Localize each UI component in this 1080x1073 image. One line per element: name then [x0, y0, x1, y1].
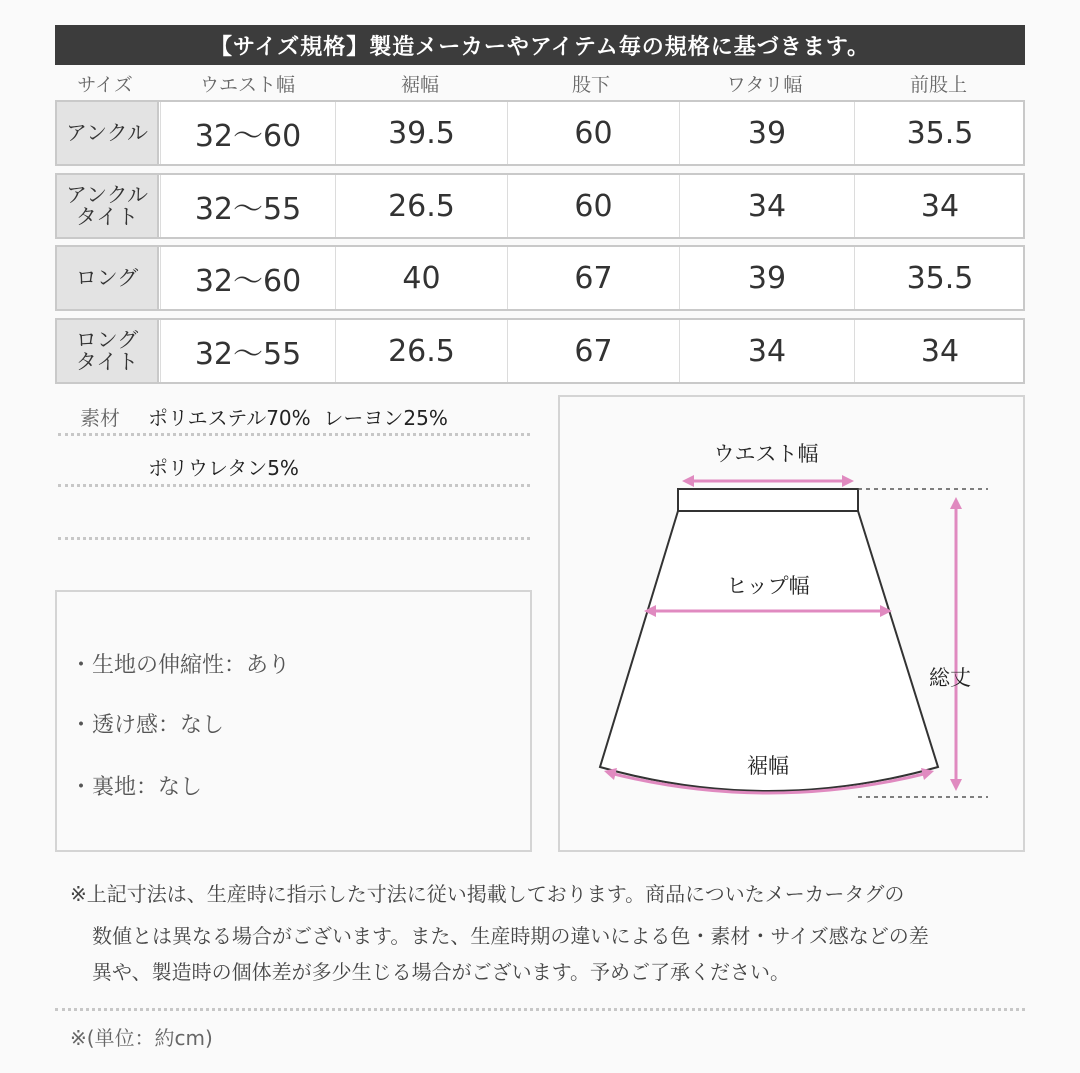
feature-transparency: ・透け感：なし — [70, 713, 225, 738]
cell-thigh: 39 — [679, 247, 854, 309]
cell-waist: 32〜55 — [160, 320, 335, 382]
cell-waist: 32〜60 — [160, 102, 335, 164]
cell-hem: 40 — [335, 247, 507, 309]
table-row — [55, 318, 1025, 384]
table-row — [55, 173, 1025, 239]
table-row — [55, 100, 1025, 166]
cell-inseam: 60 — [507, 175, 679, 237]
page-title: 【サイズ規格】製造メーカーやアイテム毎の規格に基づきます。 — [55, 25, 1025, 65]
divider — [58, 484, 530, 487]
cell-inseam: 67 — [507, 247, 679, 309]
hem-arrow-head-left — [604, 768, 617, 780]
feature-stretch: ・生地の伸縮性：あり — [70, 653, 291, 678]
note-line-2: 数値とは異なる場合がございます。また、生産時期の違いによる色・素材・サイズ感などの差 — [92, 924, 929, 948]
cell-rise: 34 — [854, 320, 1025, 382]
divider — [55, 1008, 1025, 1011]
note-line-1: ※上記寸法は、生産時に指示した寸法に従い掲載しております。商品についたメーカータグの — [70, 882, 905, 906]
cell-thigh: 34 — [679, 320, 854, 382]
cell-inseam: 60 — [507, 102, 679, 164]
cell-rise: 35.5 — [854, 247, 1025, 309]
row-label: ロング タイト — [57, 320, 159, 382]
skirt-shape — [600, 511, 938, 791]
waist-label: ウエスト幅 — [713, 442, 819, 466]
cell-hem: 26.5 — [335, 175, 507, 237]
hip-label: ヒップ幅 — [726, 574, 810, 598]
cell-hem: 39.5 — [335, 102, 507, 164]
cell-inseam: 67 — [507, 320, 679, 382]
header-size: サイズ — [77, 73, 133, 96]
cell-thigh: 39 — [679, 102, 854, 164]
unit-note: ※(単位：約cm) — [70, 1026, 213, 1050]
waist-arrow-head-right — [842, 475, 854, 487]
material-line-1: ポリエステル70% レーヨン25% — [148, 406, 448, 430]
skirt-diagram — [558, 395, 1025, 852]
row-label: アンクル — [57, 102, 159, 164]
waistband-shape — [678, 489, 858, 511]
header-inseam: 股下 — [571, 73, 610, 96]
length-arrow-head-top — [950, 497, 962, 509]
cell-waist: 32〜60 — [160, 247, 335, 309]
cell-waist: 32〜55 — [160, 175, 335, 237]
material-label: 素材 — [80, 406, 120, 430]
cell-hem: 26.5 — [335, 320, 507, 382]
row-label: アンクル タイト — [57, 175, 159, 237]
hem-label: 裾幅 — [747, 754, 789, 778]
length-label: 総丈 — [929, 666, 971, 690]
header-thigh: ワタリ幅 — [726, 73, 803, 96]
header-waist: ウエスト幅 — [199, 73, 295, 96]
note-line-3: 異や、製造時の個体差が多少生じる場合がございます。予めご了承ください。 — [92, 960, 790, 984]
table-row — [55, 245, 1025, 311]
header-rise: 前股上 — [909, 73, 967, 96]
divider — [58, 433, 530, 436]
cell-rise: 34 — [854, 175, 1025, 237]
row-label: ロング — [57, 247, 159, 309]
header-hem: 裾幅 — [400, 73, 439, 96]
cell-thigh: 34 — [679, 175, 854, 237]
length-arrow-head-bottom — [950, 779, 962, 791]
hem-arrow-head-right — [921, 768, 934, 780]
material-line-2: ポリウレタン5% — [148, 456, 299, 480]
feature-lining: ・裏地：なし — [70, 775, 203, 800]
cell-rise: 35.5 — [854, 102, 1025, 164]
waist-arrow-head-left — [682, 475, 694, 487]
divider — [58, 537, 530, 540]
